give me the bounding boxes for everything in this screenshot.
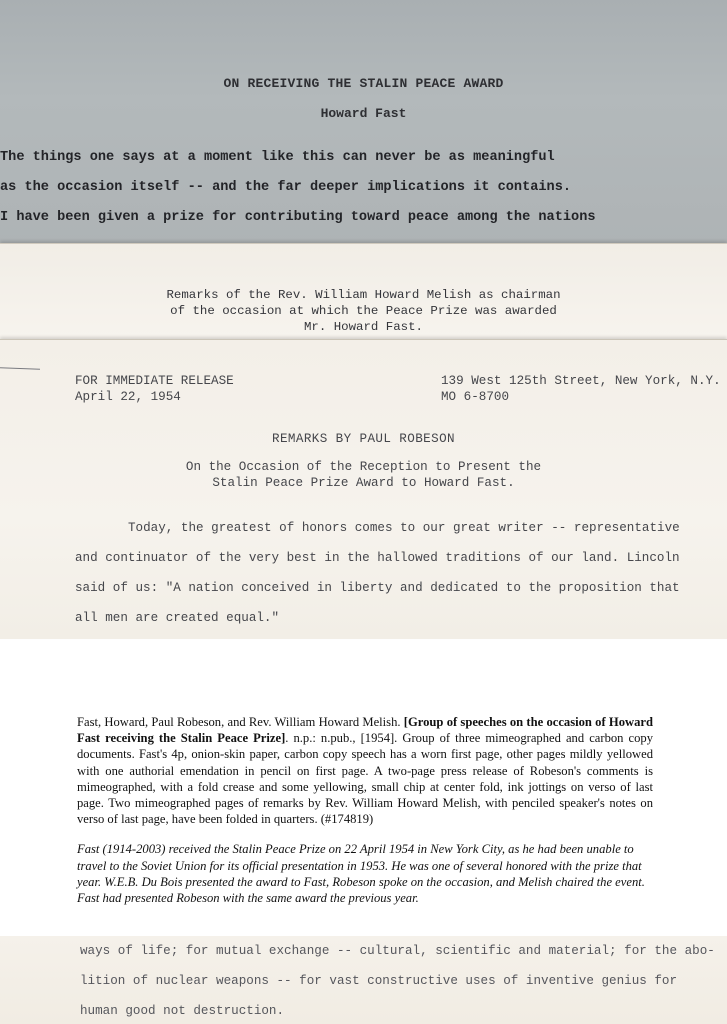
release-date: April 22, 1954 xyxy=(75,390,181,404)
robeson-press-release xyxy=(0,339,727,639)
melish-heading-line: of the occasion at which the Peace Prize was awarded xyxy=(170,304,557,318)
description-note: Fast (1914-2003) received the Stalin Peace Prize on 22 April 1954 in New York City, as he had been unable to travel to the Soviet Union for its official presentation in 1953. He was one of several honored with the prize that year. W.E.B. Du Bois presented the award to Fast, Robeson spoke on the occasion, and Melish chaired the event. Fast had presented Robeson with the same award the previous year. xyxy=(77,842,645,906)
speech-line: The things one says at a moment like this can never be as meaningful xyxy=(0,150,555,165)
description-body: . n.p.: n.pub., [1954]. Group of three mimeographed and carbon copy documents. Fast's 4p, onion-skin paper, carbon copy speech has a worn first page, other pages mildly yellowed with one authorial emendation in pencil on first page. A two-page press release of Robeson's comments is mimeographed, with a fold crease and some yellowing, small chip at center fold, ink jottings on verso of last page. Two mimeographed pages of remarks by Rev. William Howard Melish, with penciled speaker's notes on verso of last page, have been folded in quarters. (#174819) xyxy=(77,731,653,827)
speech-line: I have been given a prize for contributing toward peace among the nations xyxy=(0,210,596,225)
description-lead: Fast, Howard, Paul Robeson, and Rev. William Howard Melish. xyxy=(77,715,404,729)
fast-speech-carbon-copy xyxy=(0,0,727,246)
description-title: [Group of speeches on the occasion of Howard Fast receiving the Stalin Peace Prize] xyxy=(77,715,653,746)
remarks-heading: REMARKS BY PAUL ROBESON xyxy=(271,432,456,446)
release-phone: MO 6-8700 xyxy=(441,390,510,404)
melish-remarks-page xyxy=(0,243,727,341)
catalog-description xyxy=(77,714,653,906)
fast-speech-continuation xyxy=(0,936,727,1024)
description-paragraph xyxy=(77,714,653,827)
speech-author: Howard Fast xyxy=(320,106,407,121)
remarks-subheading: On the Occasion of the Reception to Present the xyxy=(185,460,542,474)
release-address: 139 West 125th Street, New York, N.Y. xyxy=(441,374,721,388)
continuation-line: human good not destruction. xyxy=(80,1004,285,1018)
remarks-line: all men are created equal." xyxy=(75,611,280,625)
speech-line: as the occasion itself -- and the far deeper implications it contains. xyxy=(0,180,572,195)
continuation-line: lition of nuclear weapons -- for vast constructive uses of inventive genius for xyxy=(80,974,678,988)
remarks-line: said of us: "A nation conceived in liberty and dedicated to the proposition that xyxy=(75,581,680,595)
remarks-subheading: Stalin Peace Prize Award to Howard Fast. xyxy=(212,476,515,490)
speech-title: ON RECEIVING THE STALIN PEACE AWARD xyxy=(223,76,504,91)
melish-heading-line: Remarks of the Rev. William Howard Melish as chairman xyxy=(166,288,561,302)
fold-crease xyxy=(0,367,40,369)
release-label: FOR IMMEDIATE RELEASE xyxy=(75,374,234,388)
remarks-line: and continuator of the very best in the hallowed traditions of our land. Lincoln xyxy=(75,551,680,565)
continuation-line: ways of life; for mutual exchange -- cultural, scientific and material; for the abo- xyxy=(80,944,715,958)
remarks-line: Today, the greatest of honors comes to our great writer -- representative xyxy=(128,521,680,535)
melish-heading-line: Mr. Howard Fast. xyxy=(304,320,423,334)
